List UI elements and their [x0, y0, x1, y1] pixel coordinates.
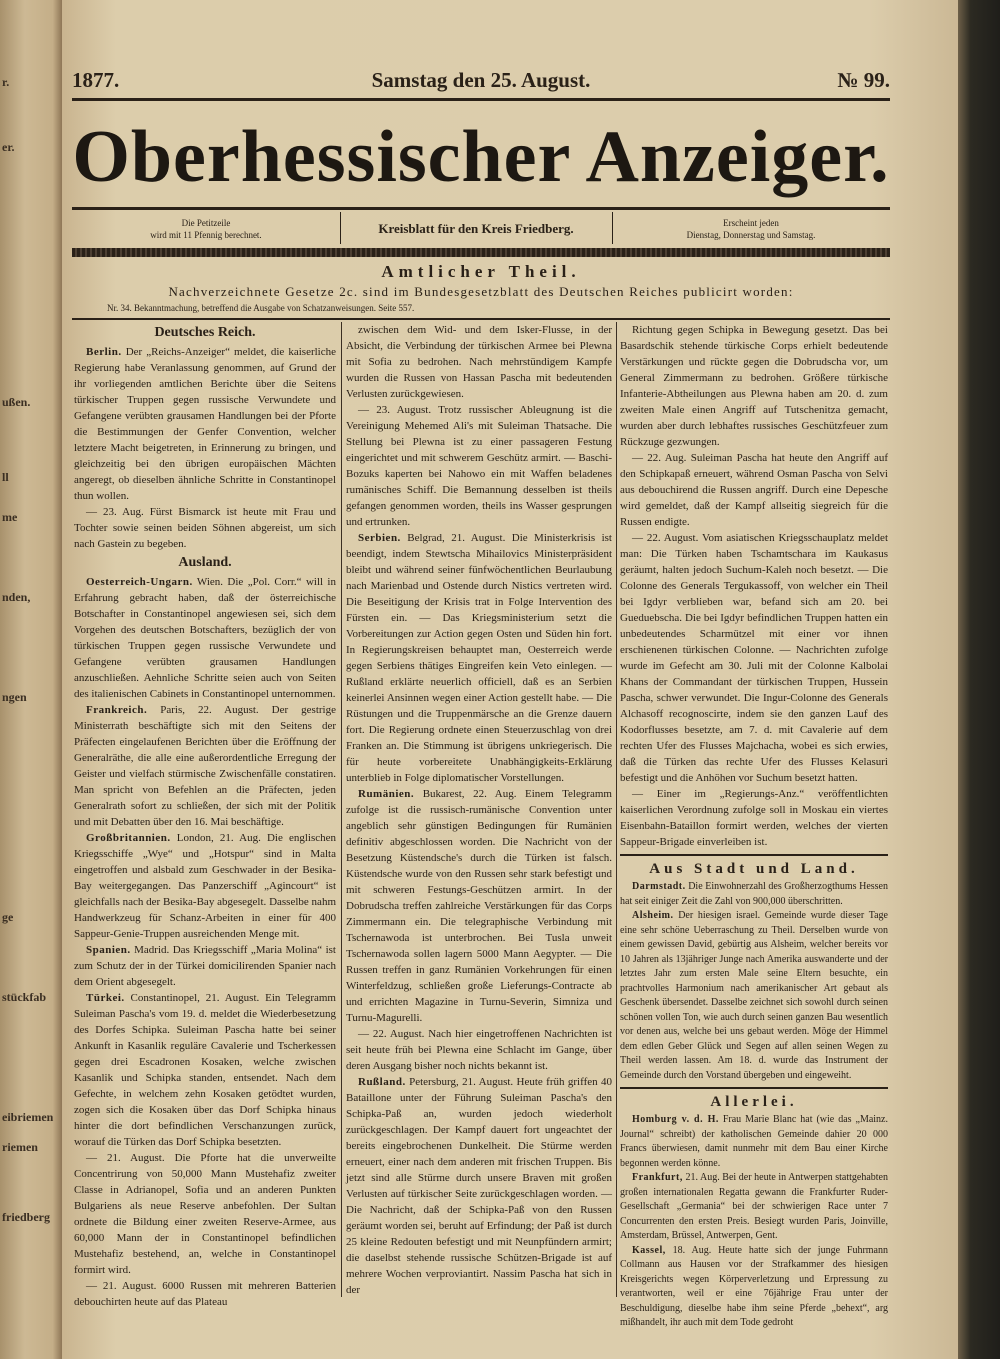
article-dateline: Türkei.: [86, 992, 125, 1004]
article-paragraph: [620, 450, 888, 530]
article-paragraph: [346, 1074, 612, 1298]
section-heading: Aus Stadt und Land.: [649, 861, 859, 877]
article-text: zwischen dem Wid- und dem Isker-Flusse, in der Absicht, die Verbindung der türkischen Armee bei Plewna mit Sofia zu bedrohen. Nach mehrstündigem Kampfe wurden die Russen von Hassan Pascha mit bedeutenden Verlusten zurückgewiesen.: [346, 324, 612, 400]
official-item: Nr. 34. Bekanntmachung, betreffend die Ausgabe von Schatzanweisungen. Seite 557.: [107, 303, 415, 313]
article-text: London, 21. Aug. Die englischen Kriegsschiffe „Wye“ und „Hotspur“ sind in Malta eingetroffen und alsbald zum Geschwader in der Besika-Bay weitergegangen. Das Panzerschiff „Agincourt“ ist gleichfalls nach der Besika-Bay abgesegelt. Dasselbe nahm Handwerkzeug für Schanz-Arbeiten in einer für 400 Sappeur-Genie-Truppen ausreichenden Menge mit.: [74, 832, 336, 940]
article-paragraph: [74, 344, 336, 504]
article-paragraph: [620, 530, 888, 786]
article-dateline: Großbritannien.: [86, 832, 171, 844]
article-text: — 22. August. Nach hier eingetroffenen Nachrichten ist seit heute früh bei Plewna eine Schlacht im Gange, über deren Ausgang bisher noch nichts bekannt ist.: [346, 1028, 612, 1072]
article-text: Wien. Die „Pol. Corr.“ will in Erfahrung gebracht haben, daß der österreichische Botschafter in Constantinopel angewiesen sei, sich dem Vorgehen des deutschen Botschafters, bezüglich der von türkischen Truppen gegen russische Verwundete und Gefangene verübten grausamen Handlungen anzuschließen. Aehnliche Schritte seien auch von Seiten des italienischen Cabinets in Constantinopel unternommen.: [74, 576, 336, 700]
article-paragraph: [74, 574, 336, 702]
divider: [612, 212, 613, 244]
article-paragraph: [346, 530, 612, 786]
newspaper-title: Oberhessischer Anzeiger.: [72, 116, 890, 198]
article-text: Belgrad, 21. August. Die Ministerkrisis ist beendigt, indem Stewtscha Mihailovics Ministerpräsident bleibt und während seiner fünfwöchentlichen Beurlaubung nach Marienbad und Ostende durch Nistics vertreten wird. Die Beseitigung der Krisis trat in Folge Intervention des Fürsten ein. — Das Kriegsministerium setzt die Vorbereitungen zur Action gegen Osten und Süden hin fort. In Regierungskreisen behauptet man, Oesterreich werde gegen Serbiens thätiges Eingreifen kein Veto einlegen. — Rußland erklärte neuerlich officiell, daß es an Serbien keinerlei Ansinnen wegen einer Action gestellt habe. — Die Rüstungen und die Truppenmärsche an die Grenze dauern fort. Die Regierung ordnete einen Steuerzuschlag von drei Franken an. Die Stimmung ist übrigens unkriegerisch. Die für heute vorbereitete Unabhängigkeits-Erklärung unterblieb in Folge diplomatischer Vorstellungen.: [346, 532, 612, 784]
article-text: Der hiesigen israel. Gemeinde wurde dieser Tage eine sehr schöne Ueberraschung zu Theil. Derselben wurde von einem gewissen David, gebürtig aus Alsheim, welcher bereits vor 10 Jahren als 13jähriger Junge nach Amerika auswanderte und der letztes Jahr zum ersten Male seine Eltern besuchte, ein prachtvolles Harmonium nach amerikanischer Art gebaut als Geschenk übersendet. Dasselbe zeichnet sich sowohl durch seinen schönen vollen Ton, wie auch durch seinen ganzen Bau wesentlich vor denen aus, welche bei uns gebaut werden. Möge der Himmel dem edlen Geber Glück und Segen auf allen seinen Wegen zu Theil werden lassen. Am 18. d. wurde das Instrument der Gemeinde durch den Vorstand übergeben und eingeweiht.: [620, 910, 888, 1081]
article-text: — 21. August. 6000 Russen mit mehreren Batterien debouchirten heute auf das Plateau: [74, 1280, 336, 1308]
column-3: [620, 322, 888, 1331]
fragment-text: er.: [2, 140, 15, 154]
column-2: [346, 322, 612, 1298]
issue-number: № 99.: [837, 68, 890, 92]
article-text: Frau Marie Blanc hat (wie das „Mainz. Journal“ schreibt) der katholischen Gemeinde dahier 20 000 Francs überwiesen, damit nunmehr mit dem Bau einer Kirche begonnen werden könne.: [620, 1114, 888, 1169]
article-paragraph: [346, 786, 612, 1026]
article-dateline: Spanien.: [86, 944, 131, 956]
column-1: [74, 322, 336, 1310]
article-text: Madrid. Das Kriegsschiff „Maria Molina“ ist zum Schutz der in der Türkei domicilirenden Spanier nach dem Orient abgesegelt.: [74, 944, 336, 988]
article-text: — 23. Aug. Fürst Bismarck ist heute mit Frau und Tochter sowie seinen beiden Söhnen abgereist, um sich nach Gastein zu begeben.: [74, 506, 336, 550]
fragment-text: stückfab: [2, 990, 47, 1004]
article-paragraph: [620, 786, 888, 850]
article-paragraph: [74, 990, 336, 1150]
article-dateline: Rumänien.: [358, 788, 415, 800]
fragment-text: riemen: [2, 1140, 38, 1154]
article-paragraph: [74, 504, 336, 552]
fragment-text: eibriemen: [2, 1110, 54, 1124]
section-heading: Deutsches Reich.: [154, 325, 256, 340]
article-paragraph: [620, 1113, 888, 1171]
fragment-text: ge: [2, 910, 14, 924]
article-text: 18. Aug. Heute hatte sich der junge Fuhrmann Collmann aus Hausen vor der Strafkammer des hiesigen Kreisgerichts wegen Körperverletzung und Erpressung zu verantworten, weil er eine 76jährige Frau unter der Beschuldigung, dieselbe habe ihm seine Pferde „behext“, arg mißhandelt, ihr auch mit dem Tode gedroht: [620, 1244, 888, 1328]
article-dateline: Frankreich.: [86, 704, 148, 716]
fragment-text: nden,: [2, 590, 31, 604]
article-paragraph: [74, 830, 336, 942]
masthead-info: [72, 214, 890, 244]
fragment-text: ll: [2, 470, 9, 484]
year: 1877.: [72, 68, 120, 92]
article-text: — 23. August. Trotz russischer Ableugnung ist die Vereinigung Mehemed Ali's mit Suleiman Thatsache. Die Stellung bei Plewna ist zu einer passageren Festung eingerichtet und mit schwerem Geschütz armirt. — Baschi-Bozuks kaperten bei Nahowo ein mit Waffen beladenes rumänisches Schiff. Die Bemannung desselben ist theils gefangen genommen worden, theils ins Wasser gesprungen und ertrunken.: [346, 404, 612, 528]
section: [620, 1087, 888, 1331]
article-text: Bukarest, 22. Aug. Einem Telegramm zufolge ist die russisch-rumänische Convention unter angeblich sehr günstigen Bedingungen für Rumänien definitiv abgeschlossen worden. Die Nachricht von der Besetzung Küstendsche's durch die Türken ist falsch. Küstendsche wurde von den Russen sehr stark befestigt und mit schweren Festungs-Geschützen armirt. In der Dobrudscha treffen zahlreiche Verstärkungen für das Corps Zimmermann ein. Die telegraphische Verbindung mit Tschernawoda ist unterbrochen. Bei Tusla unweit Tschernawoda sollen lagern 5000 Mann Aegypter. — Die Russen treffen in ganz Rumänien Vorkehrungen für einen Winterfeldzug, schließen große Lieferungs-Contracte ab und errichten Magazine in Turnu-Severin, Simniza und Turnu-Magurelli.: [346, 788, 612, 1024]
article-dateline: Frankfurt,: [632, 1172, 683, 1183]
article-dateline: Rußland.: [358, 1076, 406, 1088]
divider: [72, 207, 890, 210]
article-dateline: Berlin.: [86, 346, 122, 358]
article-paragraph: [620, 1244, 888, 1331]
article-paragraph: [74, 942, 336, 990]
article-text: 21. Aug. Bei der heute in Antwerpen stattgehabten großen internationalen Regatta gewann die Frankfurter Ruder-Gesellschaft „Germania“ bei der schwierigen Race unter 7 Concurrenten den ersten Preis. Besiegt wurden Paris, Joinville, Amsterdam, Brüssel, Antwerpen, Gent.: [620, 1172, 888, 1241]
article-text: — 22. August. Vom asiatischen Kriegsschauplatz meldet man: Die Türken haben Tschamtschara im Kaukasus geräumt, halten jedoch Suchum-Kaleh noch besetzt. — Die Colonne des Generals Tergukassoff, von welcher ein Theil bei Igdyr verblieben war, befand sich am 20. bei Gueduebscha. Die bei Igdyr befindlichen Truppen hatten ein unbedeutendes Scharmützel mit einer vor ihnen erschienenen türkischen Colonne. — Nachrichten zufolge wurde im Gefecht am 30. Juli mit der Colonne Kalbolai Khans der Commandant der türkischen Truppen, Hussein Pascha, schwer verwundet. Die Ingur-Colonne des Generals Alchasoff recognoscirte, indem sie den ganzen Lauf des Kodorflusses besetzte, am 7. d. mit Cavalerie auf dem rechten Ufer des Flusses Majchacha, wobei es sich erwies, daß die Türken das rechte Ufer des Flusses Kelasuri befestigt und die Anhöhen vor Suchum besetzt hatten.: [620, 532, 888, 784]
article-paragraph: [620, 880, 888, 909]
article-paragraph: [346, 322, 612, 402]
article-text: Die Einwohnerzahl des Großherzogthums Hessen hat seit einiger Zeit die Zahl von 900,000 überschritten.: [620, 881, 888, 907]
article-paragraph: [620, 1171, 888, 1244]
article-text: — Einer im „Regierungs-Anz.“ veröffentlichten kaiserlichen Verordnung zufolge soll in Moskau ein viertes Eisenbahn-Bataillon formirt werden, welches der vierten Sappeur-Brigade einverleiben ist.: [620, 788, 888, 848]
article-text: — 21. August. Die Pforte hat die unverweilte Concentrirung von 50,000 Mann Mustehafiz zweiter Classe in Adrianopel, Sofia und an anderen Punkten Bulgariens als neue Reserve anbefohlen. Der Sultan ordnete die Bildung einer zweiten Reserve-Armee, aus 60,000 Mann der in Constantinopel befindlichen Mustehafiz bestehend, an, welche in Constantinopel formirt wird.: [74, 1152, 336, 1276]
article-paragraph: [74, 702, 336, 830]
article-dateline: Darmstadt.: [632, 881, 686, 892]
article-paragraph: [346, 1026, 612, 1074]
fragment-text: r.: [2, 75, 10, 89]
official-intro: Nachverzeichnete Gesetze 2c. sind im Bundesgesetzblatt des Deutschen Reiches publicirt worden:: [168, 284, 794, 299]
article-paragraph: [74, 1278, 336, 1310]
article-paragraph: [620, 909, 888, 1083]
article-paragraph: [74, 1150, 336, 1278]
column-divider: [616, 322, 617, 1297]
article-text: Constantinopel, 21. August. Ein Telegramm Suleiman Pascha's vom 19. d. meldet die Wiederbesetzung des Dorfes Schipka. Suleiman Pascha hatte bei seiner Ankunft in Kasanlik reguläre Cavalerie und Tscherkessen gegen drei Escadronen Kosaken, welche zwischen Kasanlik und Schipka standen, entsendet. Nach dem Gefechte, in welchem zehn Kosaken getödtet wurden, zogen sich die Kosaken über das Dorf Schipka hinaus hinter die dort befindlichen Verschanzungen zurück, worauf die Türken das Dorf Schipka besetzten.: [74, 992, 336, 1148]
article-paragraph: [346, 402, 612, 530]
price-line: wird mit 11 Pfennig berechnet.: [150, 230, 262, 240]
section-heading: Ausland.: [178, 555, 232, 570]
article-text: Petersburg, 21. August. Heute früh griffen 40 Bataillone unter der Führung Suleiman Pascha's den Schipka-Paß an, wurden jedoch wiederholt zurückgeschlagen. Der Kampf dauert fort ungeachtet der bereits eingebrochenen Dunkelheit. Die Stürme werden erneuert, einer nach dem anderen mit frischen Truppen. Bis jetzt sind alle Stürme durch unsere Braven mit großen Verlusten auf türkischer Seite zurückgeschlagen worden. — Die Nachricht, daß der Schipka-Paß von den Russen geräumt worden sei, beruht auf Erfindung; der Paß ist durch 25 kleine Redouten befestigt und mit Neunpfündern armirt; die daselbst stehende russische Schützen-Brigade ist auf mehrere Wochen verproviantirt. Nassim Pascha hat sich in der: [346, 1076, 612, 1296]
fragment-text: me: [2, 510, 18, 524]
divider: [340, 212, 341, 244]
article-dateline: Alsheim.: [632, 910, 674, 921]
article-dateline: Kassel,: [632, 1244, 666, 1256]
schedule-line: Erscheint jeden: [723, 218, 779, 228]
previous-page-edge: [0, 0, 62, 1359]
column-divider: [341, 322, 342, 1297]
section-heading: Allerlei.: [710, 1094, 798, 1110]
article-dateline: Oesterreich-Ungarn.: [86, 576, 193, 588]
article-paragraph: [620, 322, 888, 450]
divider: [72, 318, 890, 320]
book-binding: [958, 0, 1000, 1359]
article-text: — 22. Aug. Suleiman Pascha hat heute den Angriff auf den Schipkapaß erneuert, während Osman Pascha von Selvi aus debouchirend die Russen angriff. Durch eine Depesche wird gemeldet, daß der Kampf allseitig siegreich für die Russen endigte.: [620, 452, 888, 528]
price-line: Die Petitzeile: [181, 218, 231, 228]
section-heading-official: Amtlicher Theil.: [381, 262, 581, 281]
fragment-text: friedberg: [2, 1210, 50, 1224]
fragment-text: ngen: [2, 690, 27, 704]
section: [620, 854, 888, 1083]
divider: [72, 98, 890, 101]
article-dateline: Serbien.: [358, 532, 401, 544]
article-text: Richtung gegen Schipka in Bewegung gesetzt. Das bei Basardschik stehende türkische Corps erhielt bedeutende Verstärkungen und rückte gegen die Dobrudscha vor, um General Zimmermann zu bedrohen. Größere türkische Infanterie-Abtheilungen aus Plewna haben am 20. d. zum zweiten Male einen Angriff auf Tutschenitza gemacht, wurden aber durch lebhaftes russisches Geschützfeuer zum Rückzuge gezwungen.: [620, 324, 888, 448]
article-text: Paris, 22. August. Der gestrige Ministerrath beschäftigte sich mit den Seitens der Präfecten eingelaufenen Berichten über die Eröffnung der Generalräthe, die alle eine außerordentliche Erregung der Geister und vielfach stürmische Zwischenfälle constatiren. Man spricht von Befehlen an die Präfecten, jeden Generalrath sofort zu schließen, der sich mit der Politik und mit Debatten über den 16. Mai beschäftige.: [74, 704, 336, 828]
fragment-text: ußen.: [2, 395, 31, 409]
ornamental-band: [72, 248, 890, 257]
issue-date: Samstag den 25. August.: [371, 68, 591, 92]
article-text: Der „Reichs-Anzeiger“ meldet, die kaiserliche Regierung habe Veranlassung genommen, auf Grund der ihr vorliegenden amtlichen Berichte über die Seitens türkischer Truppen gegen russische Verwundete und Gefangene verübten grausamen Handlungen bei der Pforte die Bestimmungen der Genfer Convention, welcher letztere Macht beigetreten, in Erinnerung zu bringen, und gleichzeitig bei den übrigen europäischen Mächten angeregt, ob dieselben ähnliche Schritte in Constantinopel thun wollen.: [74, 346, 336, 502]
article-dateline: Homburg v. d. H.: [632, 1114, 719, 1125]
masthead-dateline: [72, 68, 890, 94]
newspaper-subtitle: Kreisblatt für den Kreis Friedberg.: [378, 221, 574, 236]
schedule-line: Dienstag, Donnerstag und Samstag.: [686, 230, 816, 240]
